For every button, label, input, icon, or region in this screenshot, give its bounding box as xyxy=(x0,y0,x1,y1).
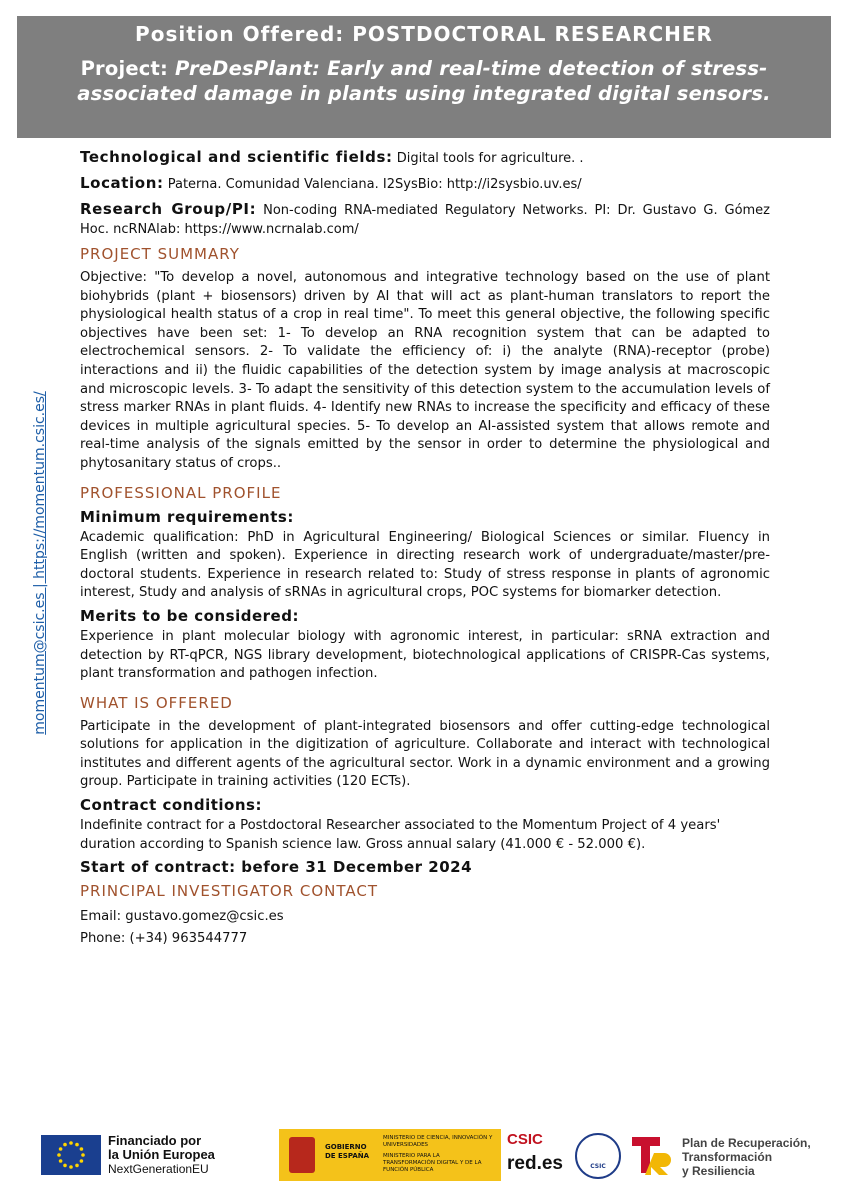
contact-heading: PRINCIPAL INVESTIGATOR CONTACT xyxy=(80,882,378,901)
min-requirements-text: Academic qualification: PhD in Agricultural Engineering/ Biological Sciences or similar. Fluency in English (written and spoken). Experience in directing research work of undergraduate/master/pre-doctoral students. Experience in research related to: Study of stress response in plants of agronomic interest, Study and analysis of sRNAs in agricultural crops, POC systems for biomarker detection. xyxy=(80,529,770,601)
funding-logos xyxy=(0,1125,848,1185)
gobierno-label: GOBIERNO DE ESPAÑA xyxy=(325,1143,370,1160)
eu-funding-text xyxy=(108,1134,215,1176)
position-header xyxy=(17,16,831,138)
document-body xyxy=(80,148,770,950)
recovery-plan-text xyxy=(682,1136,811,1178)
offered-heading: WHAT IS OFFERED xyxy=(80,693,233,712)
contract-heading: Contract conditions: xyxy=(80,796,262,815)
profile-heading: PROFESSIONAL PROFILE xyxy=(80,483,282,502)
sidebar-link-text[interactable]: momentum@csic.es | https://momentum.csic.es/ xyxy=(32,390,48,735)
contact-phone: Phone: (+34) 963544777 xyxy=(80,931,248,947)
project-prefix: Project: xyxy=(80,57,176,80)
eu-line1: Financiado por xyxy=(108,1133,202,1148)
project-name: PreDesPlant: Early and real-time detection of stress-associated damage in plants using integrated digital sensors. xyxy=(77,57,771,105)
ministry-science: MINISTERIO DE CIENCIA, INNOVACIÓN Y UNIVERSIDADES xyxy=(383,1135,493,1148)
merits-heading: Merits to be considered: xyxy=(80,606,299,625)
sidebar-contact-link[interactable] xyxy=(30,380,50,745)
tech-value: Digital tools for agriculture. . xyxy=(396,151,584,166)
offered-text: Participate in the development of plant-integrated biosensors and offer cutting-edge technological solutions for application in the digitization of agriculture. Collaborate and interact with technological institutes and different agents of the agricultural sector. Work in a dynamic environment and a growing group. Participate in training activities (120 ECTs). xyxy=(80,718,770,790)
summary-text: Objective: "To develop a novel, autonomous and integrative technology based on the use of plant biohybrids (plant + biosensors) driven by AI that will act as plant-human translators to report the physiological health status of a crop in real time". To meet this general objective, the following specific objectives have been set: 1- To develop an RNA recognition system that can be adapted to electrochemical sensors. 2- To validate the efficiency of: i) the analyte (RNA)-receptor (probe) interactions and ii) the fluidic capabilities of the detection system by image analysis at macroscopic and microscopic levels. 3- To adapt the sensitivity of this detection system to the accumulation levels of stress marker RNAs in plant fluids. 4- Identify new RNAs to increase the specificity and efficacy of these devices in multiple agricultural species. 5- To develop an AI-assisted system that allows remote and real-time analysis of the signals emitted by the sensor in order to determine the physiological and phytosanitary status of crops.. xyxy=(80,270,770,471)
summary-heading: PROJECT SUMMARY xyxy=(80,245,240,263)
redes-logo: red.es xyxy=(507,1153,563,1174)
group-value: Non-coding RNA-mediated Regulatory Networks. PI: Dr. Gustavo G. Gómez Hoc. ncRNAlab: https://www.ncrnalab.com/ xyxy=(80,203,771,237)
recovery-plan-icon xyxy=(630,1133,674,1177)
csic-logo: CSIC xyxy=(507,1131,543,1148)
position-title: Position Offered: POSTDOCTORAL RESEARCHER xyxy=(135,22,713,46)
start-of-contract: Start of contract: before 31 December 2024 xyxy=(80,858,473,877)
plan-line2: Transformación xyxy=(682,1150,773,1164)
gobierno-logo xyxy=(279,1129,501,1181)
merits-text: Experience in plant molecular biology with agronomic interest, in particular: sRNA extraction and detection by RT-qPCR, NGS library development, biotechnological applications of CRISPR-Cas systems, plant transformation and pathogen infection. xyxy=(80,628,770,682)
contact-email[interactable]: Email: gustavo.gomez@csic.es xyxy=(80,909,284,925)
min-requirements-heading: Minimum requirements: xyxy=(80,507,294,526)
location xyxy=(80,174,770,194)
tech-label: Technological and scientific fields: xyxy=(80,148,393,166)
plan-line1: Plan de Recuperación, xyxy=(682,1136,811,1150)
eu-flag-icon xyxy=(41,1135,101,1175)
project-title xyxy=(17,56,831,106)
location-label: Location: xyxy=(80,174,164,192)
ministry-labels xyxy=(383,1135,493,1174)
seal-label: CSIC xyxy=(590,1163,606,1170)
ministry-digital: MINISTERIO PARA LA TRANSFORMACIÓN DIGITAL Y DE LA FUNCIÓN PÚBLICA xyxy=(383,1153,482,1173)
plan-line3: y Resiliencia xyxy=(682,1164,755,1178)
tech-fields xyxy=(80,148,770,168)
location-value: Paterna. Comunidad Valenciana. I2SysBio: http://i2sysbio.uv.es/ xyxy=(167,177,582,192)
eu-line2: la Unión Europea xyxy=(108,1147,215,1162)
contract-text: Indefinite contract for a Postdoctoral Researcher associated to the Momentum Project of 4 years' duration according to Spanish science law. Gross annual salary (41.000 € - 52.000 €). xyxy=(80,818,721,852)
research-group xyxy=(80,200,770,239)
group-label: Research Group/PI: xyxy=(80,200,257,218)
eu-line3: NextGenerationEU xyxy=(108,1162,209,1176)
csic-seal-icon xyxy=(575,1133,621,1179)
coat-of-arms-icon xyxy=(289,1137,315,1173)
